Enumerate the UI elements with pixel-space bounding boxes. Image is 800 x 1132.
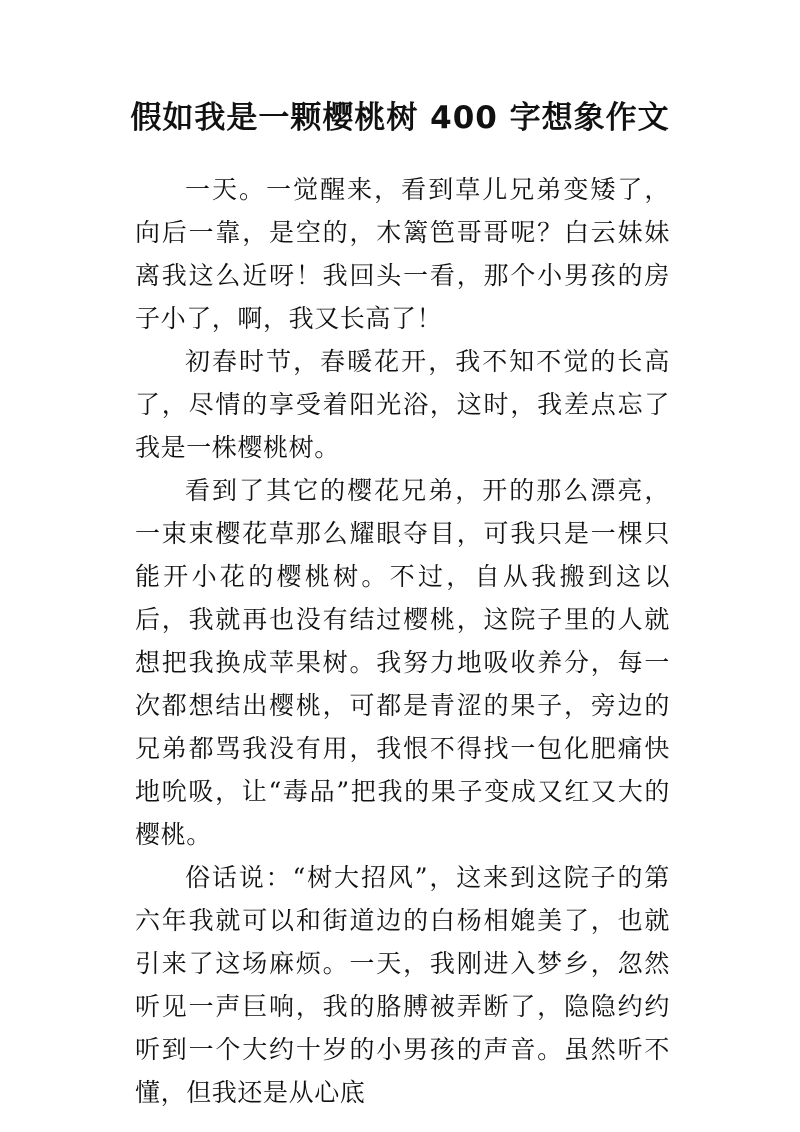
paragraph-2: 初春时节，春暖花开，我不知不觉的长高了，尽情的享受着阳光浴，这时，我差点忘了我是一株樱桃树。 [135,347,670,462]
paragraph-4: 俗话说：“树大招风”，这来到这院子的第六年我就可以和街道边的白杨相媲美了，也就引来了这场麻烦。一天，我刚进入梦乡，忽然听见一声巨响，我的胳膊被弄断了，隐隐约约听到一个大约十岁的小男孩的声音。虽然听不懂，但我还是从心底 [135,863,670,1107]
paragraph-1: 一天。一觉醒来，看到草儿兄弟变矮了，向后一靠，是空的，木篱笆哥哥呢？白云妹妹离我这么近呀！我回头一看，那个小男孩的房子小了，啊，我又长高了！ [135,175,670,333]
paragraph-3: 看到了其它的樱花兄弟，开的那么漂亮，一束束樱花草那么耀眼夺目，可我只是一棵只能开小花的樱桃树。不过，自从我搬到这以后，我就再也没有结过樱桃，这院子里的人就想把我换成苹果树。我努力地吸收养分，每一次都想结出樱桃，可都是青涩的果子，旁边的兄弟都骂我没有用，我恨不得找一包化肥痛快地吮吸，让“毒品”把我的果子变成又红又大的樱桃。 [135,476,670,849]
document-body [135,168,670,1114]
document-title: 假如我是一颗樱桃树 400 字想象作文 [130,100,670,136]
